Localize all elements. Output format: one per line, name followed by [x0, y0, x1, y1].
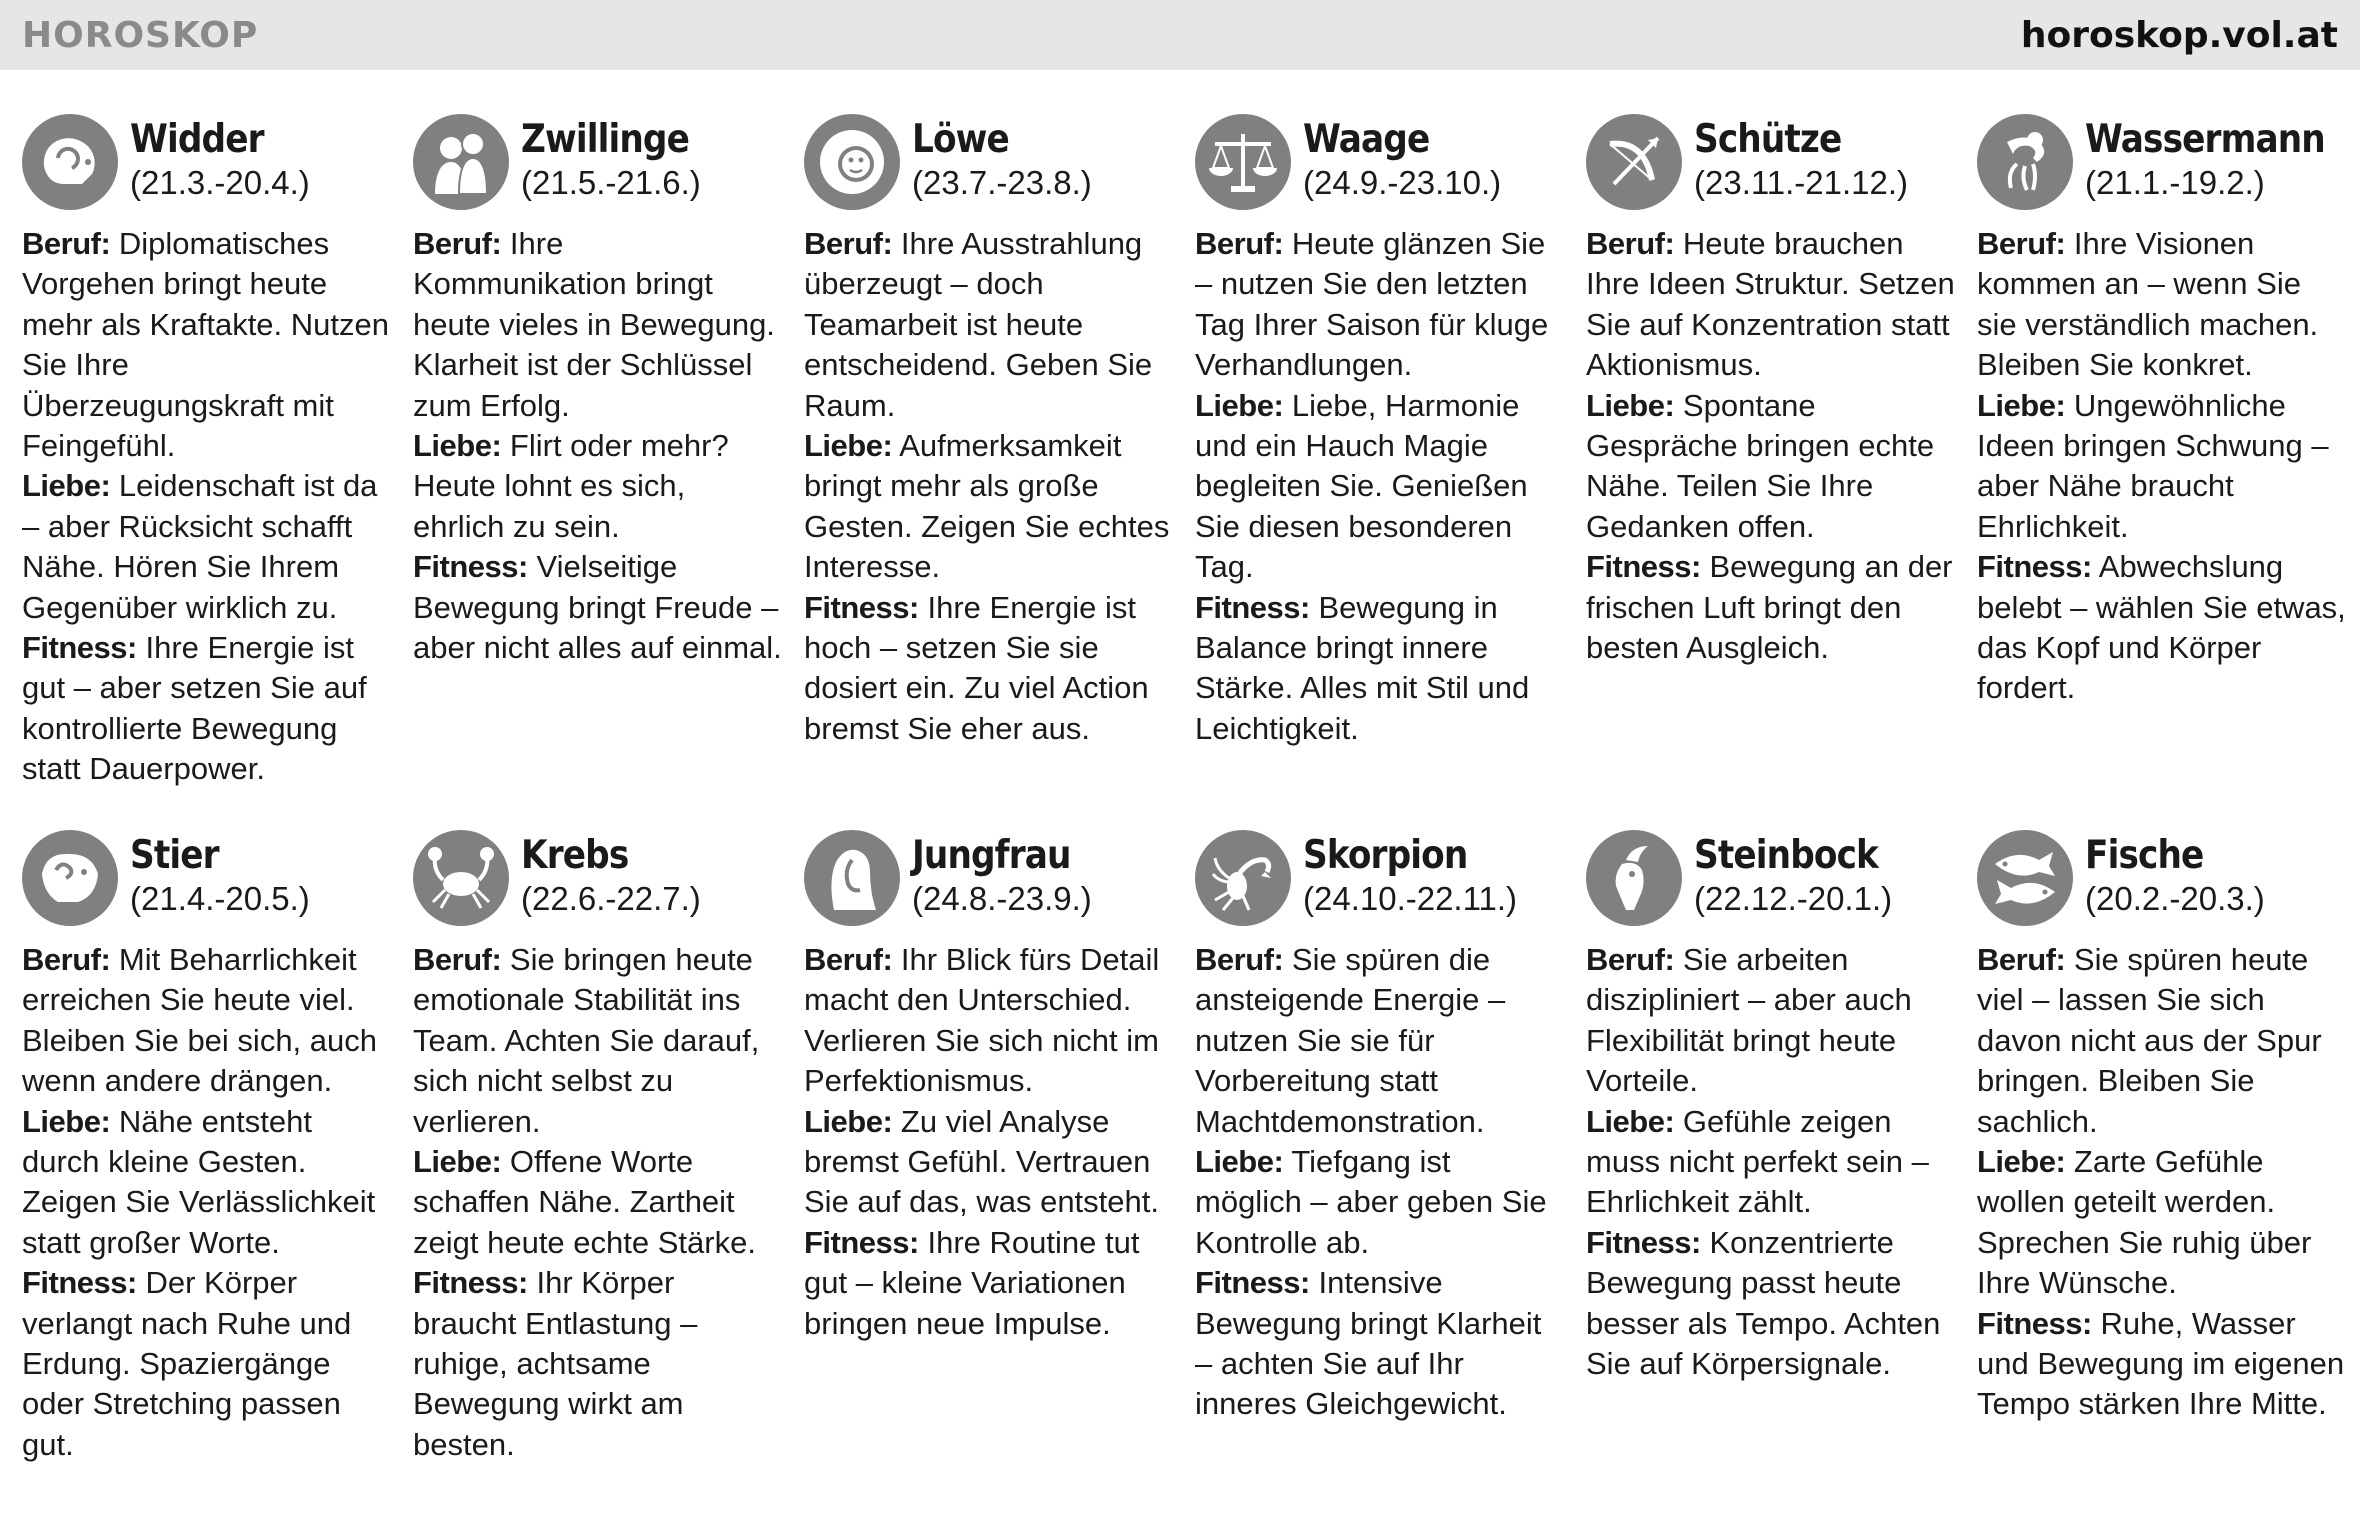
liebe-text: Leidenschaft ist da – aber Rücksicht schafft Nähe. Hören Sie Ihrem Gegenüber wirklich zu. [22, 468, 378, 625]
beruf-label: Beruf: [1195, 942, 1284, 977]
fitness-label: Fitness: [1977, 549, 2092, 585]
fitness-text: Ruhe, Wasser und Bewegung im eigenen Tempo stärken Ihre Mitte. [1977, 1305, 2345, 1422]
fitness-text: Intensive Bewegung bringt Klarheit – achten Sie auf Ihr inneres Gleichgewicht. [1195, 1265, 1542, 1422]
sign-name: Löwe [912, 117, 1009, 162]
sign-widder [22, 110, 392, 790]
sign-text [1586, 224, 1956, 668]
fitness-label: Fitness: [22, 1265, 137, 1301]
gemini-twins-icon [413, 114, 509, 210]
liebe-label: Liebe: [1977, 387, 2066, 423]
liebe-text: Offene Worte schaffen Nähe. Zartheit zeigt heute echte Stärke. [413, 1144, 756, 1260]
fitness-label: Fitness: [1586, 1224, 1701, 1260]
fitness-text: Bewegung an der frischen Luft bringt den besten Ausgleich. [1586, 549, 1953, 666]
sign-date: (22.12.-20.1.) [1694, 880, 1893, 917]
section-title: HOROSKOP [22, 14, 259, 56]
fitness-text: Der Körper verlangt nach Ruhe und Erdung. Spaziergänge oder Stretching passen gut. [22, 1265, 352, 1462]
fitness-label: Fitness: [804, 1224, 919, 1260]
taurus-bull-icon [22, 830, 118, 926]
liebe-label: Liebe: [1586, 387, 1675, 423]
sign-name: Waage [1303, 117, 1430, 162]
sign-zwillinge [413, 110, 783, 668]
fitness-text: Bewegung in Balance bringt innere Stärke. Alles mit Stil und Leichtigkeit. [1195, 589, 1530, 746]
aquarius-water-bearer-icon [1977, 114, 2073, 210]
fitness-text: Ihr Körper braucht Entlastung – ruhige, achtsame Bewegung wirkt am besten. [413, 1265, 698, 1462]
header-bar [0, 0, 2360, 70]
sign-krebs [413, 826, 783, 1465]
liebe-text: Zu viel Analyse bremst Gefühl. Vertrauen Sie auf das, was entsteht. [804, 1103, 1159, 1220]
beruf-label: Beruf: [22, 226, 111, 261]
sign-loewe [804, 110, 1174, 749]
sign-steinbock [1586, 826, 1956, 1384]
beruf-label: Beruf: [1586, 942, 1675, 977]
sign-name: Steinbock [1694, 833, 1879, 878]
sign-text [1977, 940, 2347, 1425]
fitness-label: Fitness: [413, 1265, 528, 1301]
aries-ram-icon [22, 114, 118, 210]
beruf-text: Ihre Visionen kommen an – wenn Sie sie verständlich machen. Bleiben Sie konkret. [1977, 226, 2319, 383]
liebe-label: Liebe: [22, 468, 111, 504]
liebe-label: Liebe: [804, 1103, 893, 1139]
beruf-text: Sie arbeiten diszipliniert – aber auch Flexibilität bringt heute Vorteile. [1586, 942, 1912, 1099]
horoscope-grid [0, 70, 2360, 1531]
fitness-text: Ihre Energie ist gut – aber setzen Sie auf kontrollierte Bewegung statt Dauerpower. [22, 630, 367, 787]
fitness-label: Fitness: [22, 630, 137, 666]
fitness-text: Ihre Energie ist hoch – setzen Sie sie dosiert ein. Zu viel Action bremst Sie eher aus. [804, 589, 1149, 746]
sign-date: (24.8.-23.9.) [912, 880, 1092, 917]
sign-name: Schütze [1694, 117, 1842, 162]
sign-jungfrau [804, 826, 1174, 1344]
beruf-text: Ihr Blick fürs Detail macht den Unterschied. Verlieren Sie sich nicht im Perfektionismus. [804, 942, 1160, 1099]
beruf-label: Beruf: [1977, 226, 2066, 261]
sign-text [22, 224, 392, 790]
beruf-text: Ihre Ausstrahlung überzeugt – doch Teamarbeit ist heute entscheidend. Geben Sie Raum. [804, 226, 1153, 423]
libra-scales-icon [1195, 114, 1291, 210]
sign-date: (23.11.-21.12.) [1694, 164, 1909, 201]
sign-date: (20.2.-20.3.) [2085, 880, 2265, 917]
sign-waage [1195, 110, 1565, 749]
fitness-label: Fitness: [1977, 1305, 2092, 1341]
beruf-text: Heute glänzen Sie – nutzen Sie den letzten Tag Ihrer Saison für kluge Verhandlungen. [1195, 226, 1549, 383]
beruf-text: Sie bringen heute emotionale Stabilität ins Team. Achten Sie darauf, sich nicht selbst zu verlieren. [413, 942, 760, 1139]
beruf-text: Mit Beharrlichkeit erreichen Sie heute viel. Bleiben Sie bei sich, auch wenn andere drängen. [22, 942, 378, 1099]
beruf-label: Beruf: [804, 942, 893, 977]
beruf-label: Beruf: [413, 942, 502, 977]
sign-date: (21.4.-20.5.) [130, 880, 310, 917]
sign-name: Jungfrau [912, 833, 1071, 878]
sagittarius-bow-icon [1586, 114, 1682, 210]
liebe-label: Liebe: [1195, 387, 1284, 423]
liebe-text: Spontane Gespräche bringen echte Nähe. Teilen Sie Ihre Gedanken offen. [1586, 387, 1935, 544]
liebe-label: Liebe: [22, 1103, 111, 1139]
virgo-maiden-icon [804, 830, 900, 926]
beruf-text: Diplomatisches Vorgehen bringt heute mehr als Kraftakte. Nutzen Sie Ihre Überzeugungskraft mit Feingefühl. [22, 226, 389, 464]
sign-schuetze [1586, 110, 1956, 668]
sign-date: (24.10.-22.11.) [1303, 880, 1518, 917]
sign-date: (22.6.-22.7.) [521, 880, 701, 917]
sign-name: Fische [2085, 833, 2204, 878]
sign-skorpion [1195, 826, 1565, 1425]
fitness-label: Fitness: [1195, 1265, 1310, 1301]
sign-name: Wassermann [2085, 117, 2325, 162]
sign-text [804, 224, 1174, 749]
beruf-label: Beruf: [22, 942, 111, 977]
scorpio-scorpion-icon [1195, 830, 1291, 926]
leo-lion-icon [804, 114, 900, 210]
liebe-label: Liebe: [804, 428, 893, 464]
fitness-label: Fitness: [413, 549, 528, 585]
beruf-text: Heute brauchen Ihre Ideen Struktur. Setzen Sie auf Konzentration statt Aktionismus. [1586, 226, 1955, 383]
fitness-text: Vielseitige Bewegung bringt Freude – aber nicht alles auf einmal. [413, 549, 782, 666]
sign-name: Krebs [521, 833, 629, 878]
sign-date: (21.3.-20.4.) [130, 164, 310, 201]
sign-text [1195, 940, 1565, 1425]
beruf-text: Sie spüren heute viel – lassen Sie sich davon nicht aus der Spur bringen. Bleiben Sie sachlich. [1977, 942, 2322, 1139]
liebe-text: Aufmerksamkeit bringt mehr als große Gesten. Zeigen Sie echtes Interesse. [804, 428, 1170, 585]
liebe-label: Liebe: [1195, 1144, 1284, 1180]
sign-text [1977, 224, 2347, 709]
sign-wassermann [1977, 110, 2347, 709]
fitness-text: Ihre Routine tut gut – kleine Variationen bringen neue Impulse. [804, 1224, 1140, 1341]
beruf-label: Beruf: [1977, 942, 2066, 977]
sign-date: (21.5.-21.6.) [521, 164, 701, 201]
liebe-text: Gefühle zeigen muss nicht perfekt sein – Ehrlichkeit zählt. [1586, 1103, 1929, 1220]
liebe-text: Liebe, Harmonie und ein Hauch Magie begleiten Sie. Genießen Sie diesen besonderen Tag. [1195, 387, 1528, 585]
sign-text [804, 940, 1174, 1344]
capricorn-goat-icon [1586, 830, 1682, 926]
sign-name: Skorpion [1303, 833, 1468, 878]
fitness-text: Abwechslung belebt – wählen Sie etwas, das Kopf und Körper fordert. [1977, 549, 2346, 706]
liebe-label: Liebe: [1977, 1144, 2066, 1180]
fitness-label: Fitness: [1586, 549, 1701, 585]
sign-text [413, 224, 783, 668]
sign-fische [1977, 826, 2347, 1425]
cancer-crab-icon [413, 830, 509, 926]
liebe-label: Liebe: [413, 1144, 502, 1180]
sign-text [1195, 224, 1565, 749]
fitness-label: Fitness: [804, 589, 919, 625]
liebe-text: Zarte Gefühle wollen geteilt werden. Sprechen Sie ruhig über Ihre Wünsche. [1977, 1144, 2312, 1301]
beruf-label: Beruf: [1586, 226, 1675, 261]
beruf-label: Beruf: [413, 226, 502, 261]
sign-name: Stier [130, 833, 219, 878]
liebe-text: Ungewöhnliche Ideen bringen Schwung – aber Nähe braucht Ehrlichkeit. [1977, 387, 2329, 544]
liebe-text: Nähe entsteht durch kleine Gesten. Zeigen Sie Verlässlichkeit statt großer Worte. [22, 1103, 376, 1260]
sign-date: (21.1.-19.2.) [2085, 164, 2265, 201]
sign-text [413, 940, 783, 1465]
sign-text [22, 940, 392, 1465]
sign-name: Widder [130, 117, 264, 162]
sign-date: (24.9.-23.10.) [1303, 164, 1502, 201]
sign-date: (23.7.-23.8.) [912, 164, 1092, 201]
liebe-label: Liebe: [1586, 1103, 1675, 1139]
fitness-text: Konzentrierte Bewegung passt heute besser als Tempo. Achten Sie auf Körpersignale. [1586, 1224, 1941, 1382]
pisces-fish-icon [1977, 830, 2073, 926]
site-url[interactable]: horoskop.vol.at [2020, 14, 2338, 56]
liebe-text: Tiefgang ist möglich – aber geben Sie Kontrolle ab. [1195, 1144, 1547, 1260]
sign-stier [22, 826, 392, 1465]
beruf-text: Ihre Kommunikation bringt heute vieles in Bewegung. Klarheit ist der Schlüssel zum Erfolg. [413, 226, 775, 423]
fitness-label: Fitness: [1195, 589, 1310, 625]
beruf-label: Beruf: [1195, 226, 1284, 261]
liebe-text: Flirt oder mehr? Heute lohnt es sich, ehrlich zu sein. [413, 428, 729, 544]
sign-name: Zwillinge [521, 117, 690, 162]
liebe-label: Liebe: [413, 428, 502, 464]
beruf-text: Sie spüren die ansteigende Energie – nutzen Sie sie für Vorbereitung statt Machtdemonstration. [1195, 942, 1506, 1139]
beruf-label: Beruf: [804, 226, 893, 261]
sign-text [1586, 940, 1956, 1384]
